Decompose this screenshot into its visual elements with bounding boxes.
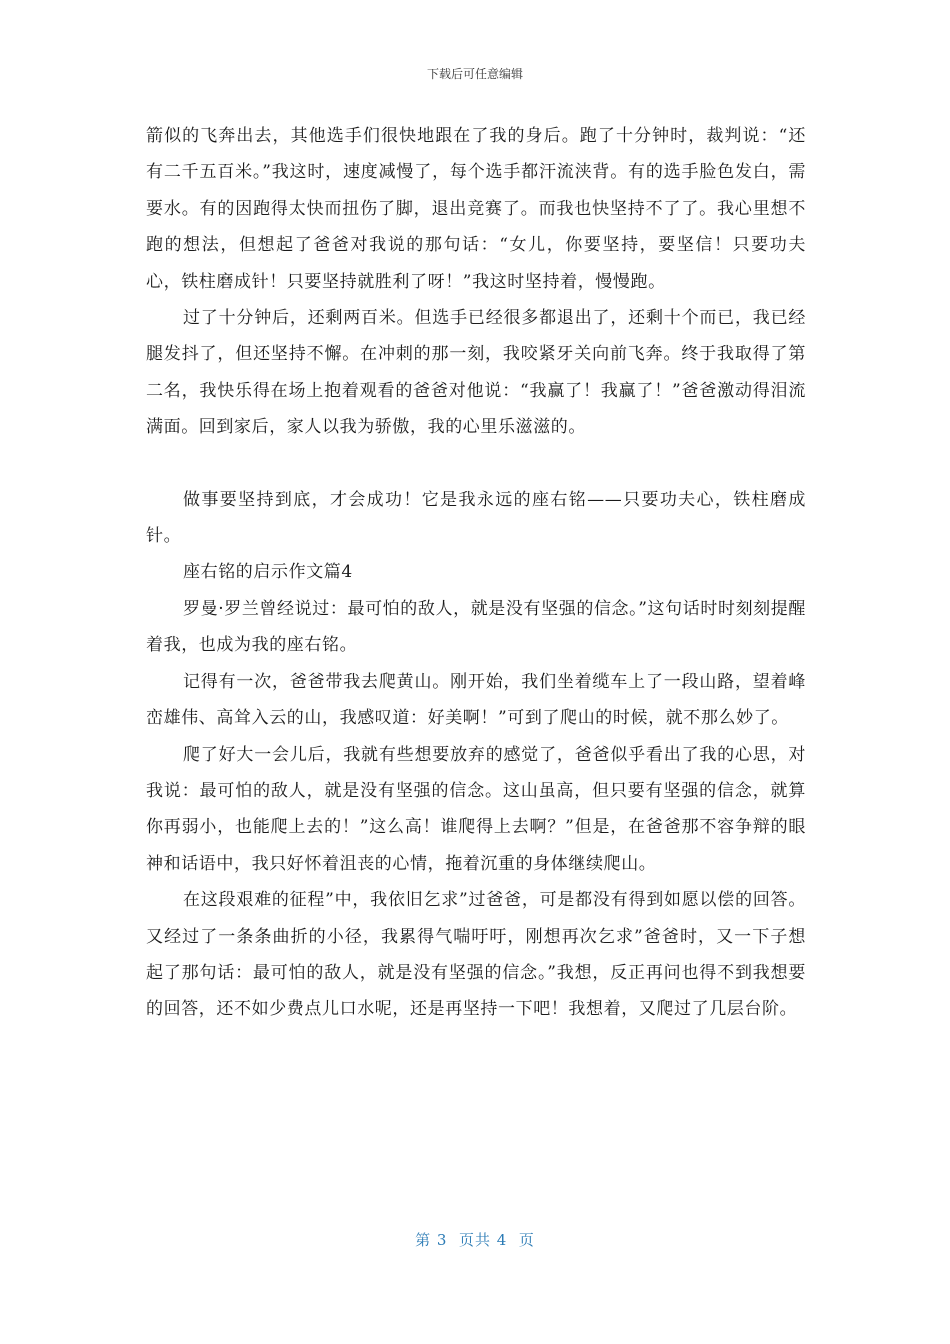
essay-title: 座右铭的启示作文篇4 (183, 562, 353, 583)
paragraph-father-advice: 爬了好大一会儿后，我就有些想要放弃的感觉了，爸爸似乎看出了我的心思，对我说：最可怕的敌人，就是没有坚强的信念。这山虽高，但只要有坚强的信念，就算你再弱小，也能爬上去的！”这么高！谁爬得上去啊？”但是，在爸爸那不容争辩的眼神和话语中，我只好怀着沮丧的心情，拖着沉重的身体继续爬山。 (146, 744, 806, 874)
paragraph-race-continuation: 箭似的飞奔出去，其他选手们很快地跟在了我的身后。跑了十分钟时，裁判说：“还有二千五百米。”我这时，速度减慢了，每个选手都汗流浃背。有的选手脸色发白，需要水。有的因跑得太快而扭伤了脚，退出竞赛了。而我也快坚持不了了。我心里想不跑的想法，但想起了爸爸对我说的那句话：“女儿，你要坚持，要坚信！只要功夫心，铁柱磨成针！只要坚持就胜利了呀！”我这时坚持着，慢慢跑。 (146, 126, 806, 292)
page-header: 下载后可任意编辑 (426, 67, 523, 81)
paragraph-quote: 罗曼·罗兰曾经说过：最可怕的敌人，就是没有坚强的信念。”这句话时时刻刻提醒着我，也成为我的座右铭。 (146, 598, 806, 656)
page-number-footer: 第 3 页共 4 页 (415, 1231, 535, 1249)
paragraph-race-finish: 过了十分钟后，还剩两百米。但选手已经很多都退出了，还剩十个而已，我已经腿发抖了，但还坚持不懈。在冲刺的那一刻，我咬紧牙关向前飞奔。终于我取得了第二名，我快乐得在场上抱着观看的爸爸对他说：“我赢了！我赢了！”爸爸激动得泪流满面。回到家后，家人以我为骄傲，我的心里乐滋滋的。 (146, 308, 806, 438)
paragraph-gap (146, 446, 806, 482)
paragraph-keep-climbing: 在这段艰难的征程”中，我依旧乞求”过爸爸，可是都没有得到如愿以偿的回答。又经过了一条条曲折的小径，我累得气喘吁吁，刚想再次乞求”爸爸时，又一下子想起了那句话：最可怕的敌人，就是没有坚强的信念。”我想，反正再问也得不到我想要的回答，还不如少费点儿口水呢，还是再坚持一下吧！我想着，又爬过了几层台阶。 (146, 890, 806, 1020)
paragraph-huangshan-start: 记得有一次，爸爸带我去爬黄山。刚开始，我们坐着缆车上了一段山路，望着峰峦雄伟、高耸入云的山，我感叹道：好美啊！”可到了爬山的时候，就不那么妙了。 (146, 671, 806, 729)
paragraph-conclusion: 做事要坚持到底，才会成功！它是我永远的座右铭——只要功夫心，铁柱磨成针。 (146, 489, 806, 547)
document-body (146, 118, 806, 1028)
